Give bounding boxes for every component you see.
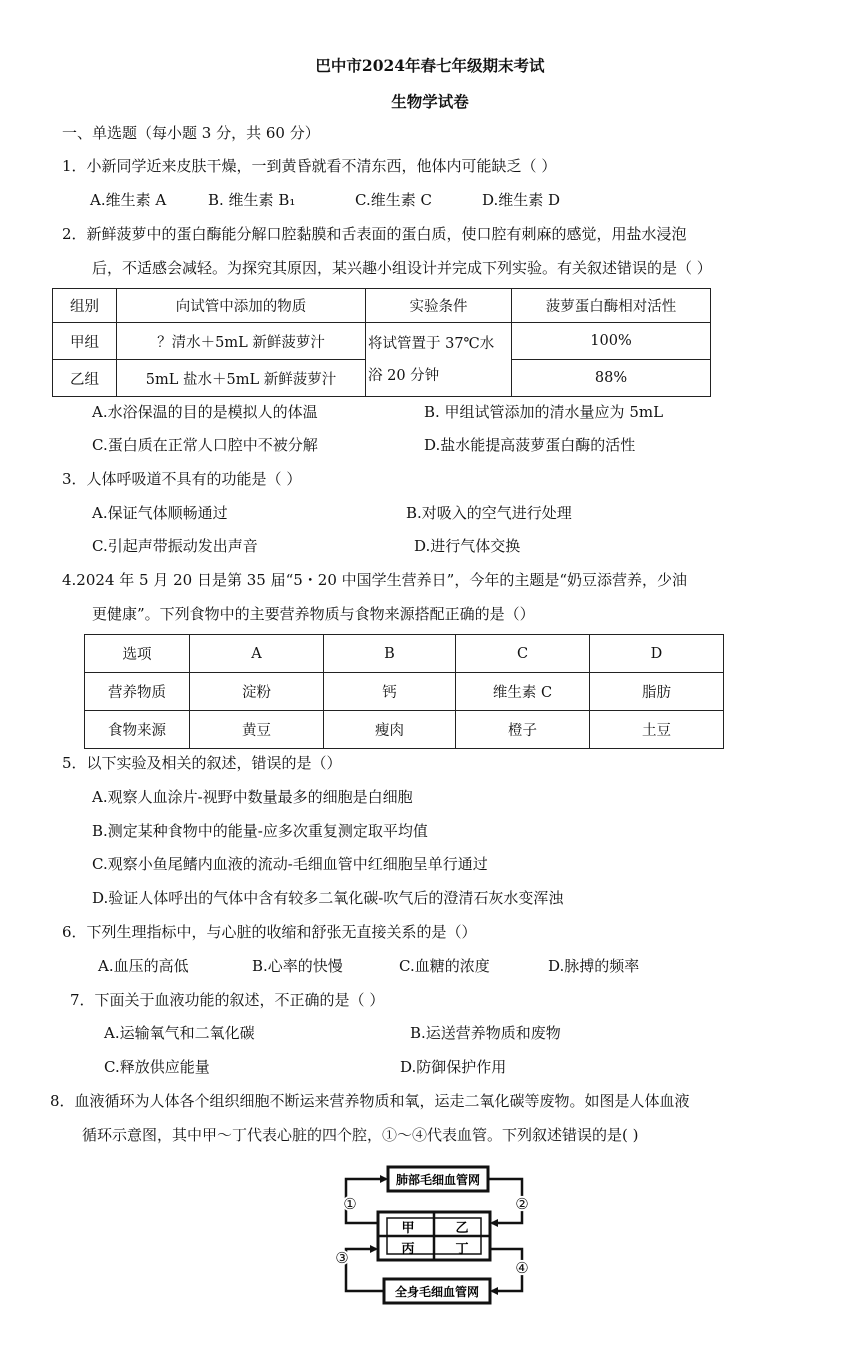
q4-row1-label: 营养物质 <box>85 673 190 711</box>
q2-header-group: 组别 <box>53 289 117 323</box>
q4-row2-c: 橙子 <box>456 711 590 749</box>
q4-header-a: A <box>190 635 324 673</box>
chamber-yi: 乙 <box>455 1221 469 1236</box>
q2-stem-line1: 2．新鲜菠萝中的蛋白酶能分解口腔黏膜和舌表面的蛋白质，使口腔有刺麻的感觉，用盐水浸泡 <box>62 225 687 243</box>
q2-condition-cell <box>366 323 512 397</box>
q6-option-d: D.脉搏的频率 <box>548 957 640 975</box>
q6-option-b: B.心率的快慢 <box>252 957 343 975</box>
q1-option-c: C.维生素 C <box>355 191 432 209</box>
q4-stem-line2: 更健康”。下列食物中的主要营养物质与食物来源搭配正确的是（） <box>92 605 535 623</box>
q3-stem: 3．人体呼吸道不具有的功能是（ ） <box>62 470 302 488</box>
section-heading: 一、单选题（每小题 3 分，共 60 分） <box>62 124 320 142</box>
vessel-label-3: ③ <box>335 1249 349 1267</box>
q1-option-b: B. 维生素 B₁ <box>208 191 296 209</box>
q3-option-a: A.保证气体顺畅通过 <box>92 504 228 522</box>
q5-stem: 5．以下实验及相关的叙述，错误的是（） <box>62 754 342 772</box>
q2-option-a: A.水浴保温的目的是模拟人的体温 <box>92 403 318 421</box>
q4-header-b: B <box>324 635 456 673</box>
q2-row1-activity: 100% <box>512 323 711 360</box>
q1-option-a: A.维生素 A <box>90 191 167 209</box>
q4-row2-a: 黄豆 <box>190 711 324 749</box>
q2-row1-group: 甲组 <box>53 323 117 360</box>
chamber-bing: 丙 <box>401 1242 415 1257</box>
q4-header-c: C <box>456 635 590 673</box>
q7-option-a: A.运输氧气和二氧化碳 <box>104 1024 255 1042</box>
chamber-jia: 甲 <box>401 1221 415 1236</box>
q4-row2-d: 土豆 <box>590 711 724 749</box>
q5-option-c: C.观察小鱼尾鳍内血液的流动-毛细血管中红细胞呈单行通过 <box>92 855 488 873</box>
q4-row1-c: 维生素 C <box>456 673 590 711</box>
q2-row2-group: 乙组 <box>53 360 117 397</box>
q8-stem-line1: 8．血液循环为人体各个组织细胞不断运来营养物质和氧，运走二氧化碳等废物。如图是人体血液 <box>50 1092 690 1110</box>
q6-option-c: C.血糖的浓度 <box>399 957 490 975</box>
q4-row1-a: 淀粉 <box>190 673 324 711</box>
vessel-label-4: ④ <box>515 1259 529 1277</box>
chamber-ding: 丁 <box>455 1242 469 1257</box>
q4-row1-b: 钙 <box>324 673 456 711</box>
q2-header-substance: 向试管中添加的物质 <box>117 289 366 323</box>
q5-option-b: B.测定某种食物中的能量-应多次重复测定取平均值 <box>92 822 428 840</box>
q3-option-c: C.引起声带振动发出声音 <box>92 537 258 555</box>
lung-capillary-label: 肺部毛细血管网 <box>395 1173 481 1187</box>
q2-header-activity: 菠萝蛋白酶相对活性 <box>512 289 711 323</box>
vessel-label-2: ② <box>515 1195 529 1213</box>
q4-nutrition-table <box>84 634 724 749</box>
q4-row2-label: 食物来源 <box>85 711 190 749</box>
q2-condition-line2: 浴 20 分钟 <box>368 367 440 384</box>
q7-option-c: C.释放供应能量 <box>104 1058 210 1076</box>
q2-condition-line1: 将试管置于 37℃水 <box>368 335 495 352</box>
q1-stem: 1．小新同学近来皮肤干燥，一到黄昏就看不清东西，他体内可能缺乏（ ） <box>62 157 557 175</box>
q7-option-d: D.防御保护作用 <box>400 1058 507 1076</box>
body-capillary-label: 全身毛细血管网 <box>394 1285 480 1299</box>
q7-stem: 7．下面关于血液功能的叙述，不正确的是（ ） <box>70 991 385 1009</box>
q4-stem-line1: 4.2024 年 5 月 20 日是第 35 届“5・20 中国学生营养日”，今年的主题是“奶豆添营养，少油 <box>62 571 687 589</box>
q4-header-d: D <box>590 635 724 673</box>
q6-stem: 6．下列生理指标中，与心脏的收缩和舒张无直接关系的是（） <box>62 923 477 941</box>
q2-stem-line2: 后，不适感会减轻。为探究其原因，某兴趣小组设计并完成下列实验。有关叙述错误的是（ ） <box>92 259 712 277</box>
q4-row1-d: 脂肪 <box>590 673 724 711</box>
q3-option-b: B.对吸入的空气进行处理 <box>406 504 572 522</box>
exam-title: 巴中市2024年春七年级期末考试 <box>315 56 545 75</box>
q6-option-a: A.血压的高低 <box>98 957 189 975</box>
q2-row2-substance: 5mL 盐水＋5mL 新鲜菠萝汁 <box>117 360 366 397</box>
q5-option-a: A.观察人血涂片-视野中数量最多的细胞是白细胞 <box>92 788 413 806</box>
q4-row2-b: 瘦肉 <box>324 711 456 749</box>
q5-option-d: D.验证人体呼出的气体中含有较多二氧化碳-吹气后的澄清石灰水变浑浊 <box>92 889 564 907</box>
vessel-label-1: ① <box>343 1195 357 1213</box>
q2-experiment-table <box>52 288 711 397</box>
q8-stem-line2: 循环示意图，其中甲～丁代表心脏的四个腔，①～④代表血管。下列叙述错误的是( ) <box>82 1126 639 1144</box>
q1-option-d: D.维生素 D <box>482 191 561 209</box>
q2-header-condition: 实验条件 <box>366 289 512 323</box>
circulation-diagram <box>332 1157 542 1317</box>
q3-option-d: D.进行气体交换 <box>414 537 521 555</box>
q4-header-option: 选项 <box>85 635 190 673</box>
q2-row2-activity: 88% <box>512 360 711 397</box>
q7-option-b: B.运送营养物质和废物 <box>410 1024 561 1042</box>
q2-row1-substance: ？清水＋5mL 新鲜菠萝汁 <box>117 323 366 360</box>
exam-subtitle: 生物学试卷 <box>391 92 469 111</box>
q2-option-b: B. 甲组试管添加的清水量应为 5mL <box>424 403 664 421</box>
q2-option-d: D.盐水能提高菠萝蛋白酶的活性 <box>424 436 636 454</box>
q2-option-c: C.蛋白质在正常人口腔中不被分解 <box>92 436 318 454</box>
